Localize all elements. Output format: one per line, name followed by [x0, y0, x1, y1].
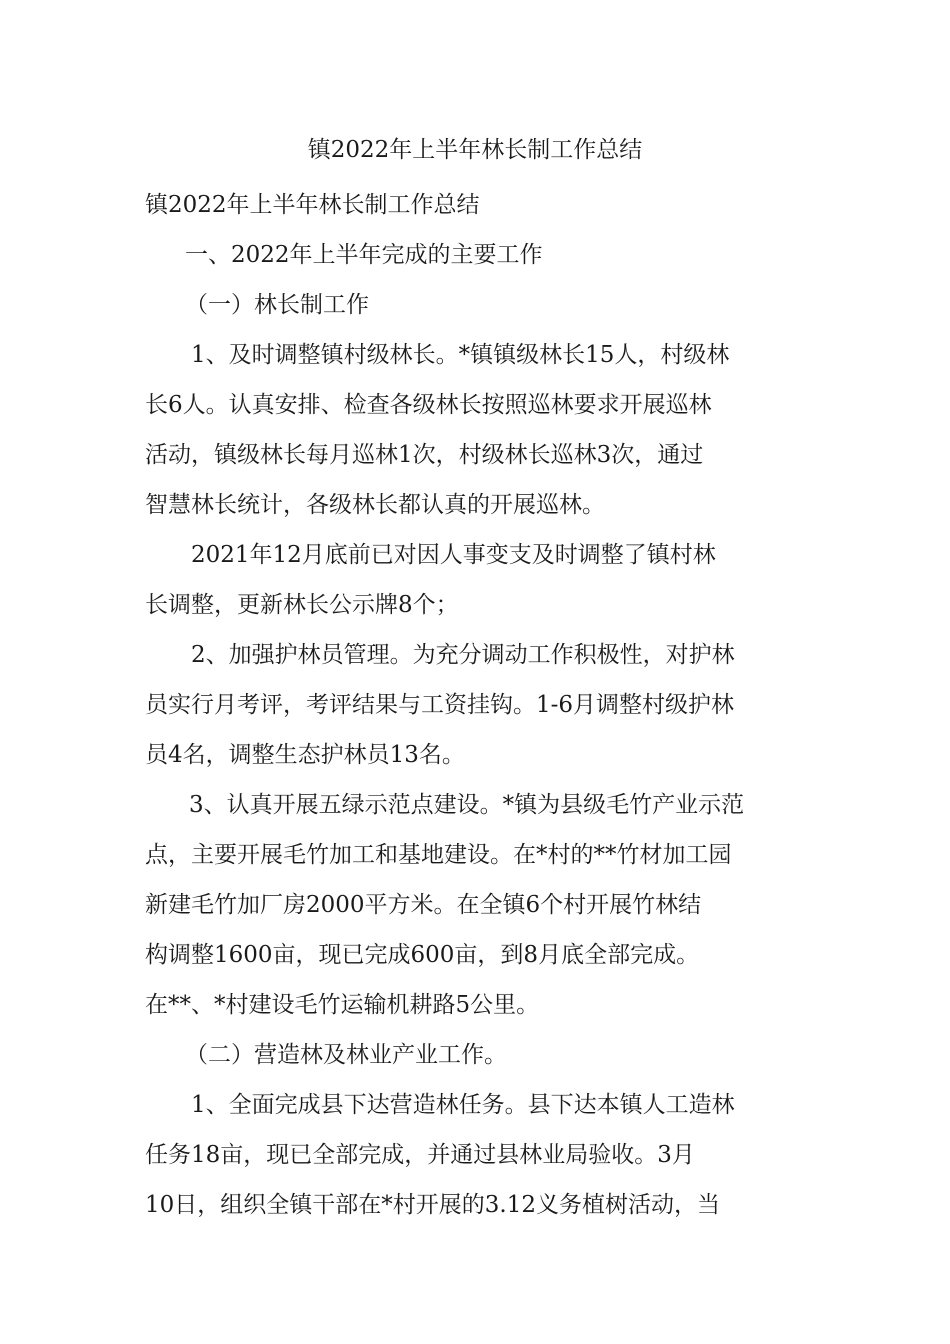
paragraph-line: 新建毛竹加厂房2000平方米。在全镇6个村开展竹林结: [145, 892, 702, 918]
document-body: [145, 180, 810, 1230]
section-heading: 一、2022年上半年完成的主要工作: [185, 242, 543, 268]
paragraph-line: 点，主要开展毛竹加工和基地建设。在*村的**竹材加工园: [145, 842, 732, 868]
paragraph-line: 3、认真开展五绿示范点建设。*镇为县级毛竹产业示范: [189, 792, 745, 818]
document-title: 镇2022年上半年林长制工作总结: [307, 137, 643, 163]
paragraph-line: 构调整1600亩，现已完成600亩，到8月底全部完成。: [145, 942, 700, 968]
paragraph-line: 智慧林长统计，各级林长都认真的开展巡林。: [145, 492, 605, 518]
subtitle-line: 镇2022年上半年林长制工作总结: [145, 192, 480, 218]
paragraph-line: 任务18亩，现已全部完成，并通过县林业局验收。3月: [145, 1142, 695, 1168]
paragraph-line: 2021年12月底前已对因人事变支及时调整了镇村林: [191, 542, 716, 568]
paragraph-line: 员实行月考评，考评结果与工资挂钩。1-6月调整村级护林: [145, 692, 735, 718]
paragraph-line: 长调整，更新林长公示牌8个；: [145, 592, 459, 618]
paragraph-line: 2、加强护林员管理。为充分调动工作积极性，对护林: [191, 642, 735, 668]
subsection-heading: （二）营造林及林业产业工作。: [185, 1042, 507, 1068]
paragraph-line: 活动，镇级林长每月巡林1次，村级林长巡林3次，通过: [145, 442, 704, 468]
paragraph-line: 1、全面完成县下达营造林任务。县下达本镇人工造林: [191, 1092, 735, 1118]
paragraph-line: 在**、*村建设毛竹运输机耕路5公里。: [145, 992, 540, 1018]
paragraph-line: 10日，组织全镇干部在*村开展的3.12义务植树活动，当: [145, 1192, 720, 1218]
paragraph-line: 1、及时调整镇村级林长。*镇镇级林长15人，村级林: [191, 342, 730, 368]
paragraph-line: 长6人。认真安排、检查各级林长按照巡林要求开展巡林: [145, 392, 712, 418]
paragraph-line: 员4名，调整生态护林员13名。: [145, 742, 465, 768]
subsection-heading: （一）林长制工作: [185, 292, 369, 318]
